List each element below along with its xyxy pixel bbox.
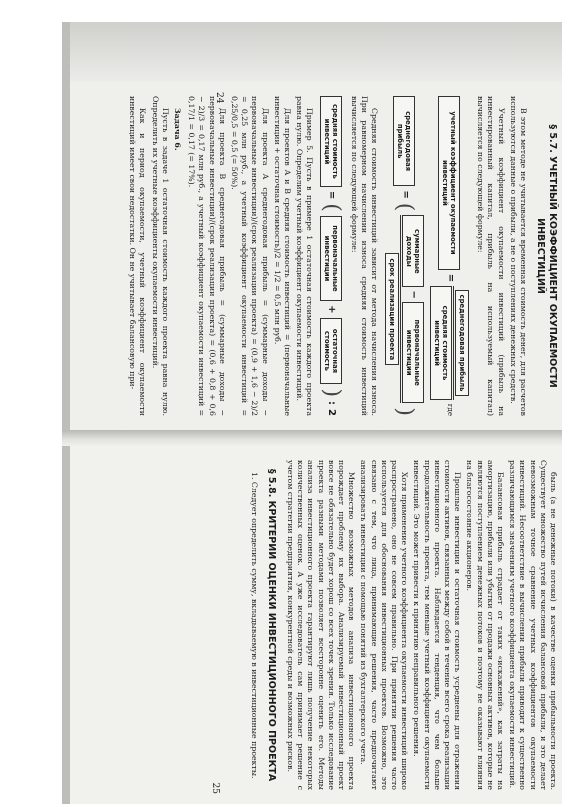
formula-term: остаточная стоимость	[320, 318, 342, 385]
paragraph: Учетный коэффициент окупаемости инвестиций (прибыль на инвестированный капитал, прибыль на используемый капитал) вычисляется по следующей формуле:	[476, 96, 506, 416]
book-gutter	[62, 430, 562, 446]
formula-lhs: среднегодовая прибыль	[393, 96, 415, 186]
formula-term: первоначальные инвестиции	[402, 302, 424, 404]
paragraph: В этом методе не учитывается временная стоимость денег, для расчетов используются данные о прибыли, а не о поступлениях денежных средств.	[508, 96, 528, 416]
list-item: 1. Следует определить сумму, вкладываемую в инвестиционные проекты.	[249, 472, 259, 779]
book-edge	[62, 22, 70, 804]
formula-term: срок реализации проекта	[385, 253, 399, 365]
formula-denominator: средняя стоимость инвестиций	[430, 286, 452, 400]
paragraph: Хотя применение учетного коэффициента окупаемости инвестиций широко распространено, оно не совсем правильно. При принятии решения часто используется для обоснования инвестиционных проектов. Возможно, это связано с тем, что лица, принимающие решения, часто предпочитают анализировать инвестиции с помощью понятий из бухгалтерского учета.	[359, 460, 410, 790]
page-number: 25	[210, 782, 220, 794]
paragraph: Как и период окупаемости, учетный коэффициент окупаемости инвестиций имеет свои недостатки. Он не учитывает балансовую при-	[128, 96, 148, 416]
formula-lhs: учетный коэффициент окупаемости инвестиций	[438, 96, 460, 270]
paragraph: Для проекта В среднегодовая прибыль = (суммарные доходы − первоначальные инвестиции)/(срок реализации проекта) = (0,6 + 0,8 + 0,6 − 2)/3 = 0,17 млн руб., а учетный коэффициент окупаемости инвестиций = 0,17/1 = 0,17 (= 17%).	[187, 96, 227, 416]
formula-avg-profit: среднегодовая прибыль = ( суммарные доходы − первоначальные инвестиции срок реализации проекта )	[385, 96, 424, 416]
page-25-content	[72, 450, 558, 800]
paragraph: Для проекта А среднегодовая прибыль = (суммарные доходы − первоначальные инвестиции)/(срок реализации проекта) = (0,9 + 1,6 − 2)/2 = 0,25 млн руб., а учетный коэффициент окупаемости инвестиций = 0,25/0,5 = 0,5 (= 50%).	[229, 96, 270, 416]
formula-term: первоначальные инвестиции	[320, 216, 342, 301]
formula-divisor: 2	[326, 409, 338, 416]
formula-term: суммарные доходы	[402, 215, 424, 287]
paragraph: Пусть в задаче 1 остаточная стоимость каждого проекта равна нулю. Определить их учетные коэффициенты окупаемости инвестиций.	[150, 96, 170, 416]
paragraph: Для проектов А и В средняя стоимость инвестиций = (первоначальные инвестиции + остаточная стоимость)/2 = 1/2 = 0,5 млн руб.	[272, 96, 292, 416]
formula-numerator: среднегодовая прибыль	[455, 290, 469, 397]
section-title-5-7: § 5.7. УЧЕТНЫЙ КОЭФФИЦИЕНТ ОКУПАЕМОСТИ ИНВЕСТИЦИЙ	[535, 124, 558, 388]
formula-roi: учетный коэффициент окупаемости инвестиций = среднегодовая прибыль средняя стоимость инвестиций где	[430, 96, 469, 416]
page-24-content	[72, 86, 558, 426]
formula-lhs: средняя стоимость инвестиций	[320, 96, 342, 187]
paragraph: Средняя стоимость инвестиций зависит от метода начисления износа. При равномерном начислении износа средняя стоимость инвестиций вычисляется по следующей формуле:	[349, 96, 379, 416]
task-heading: Задача 6.	[172, 108, 182, 151]
page-number: 24	[214, 92, 224, 104]
paragraph: Пример 5. Пусть в примере 1 остаточная стоимость каждого проекта равна нулю. Определим учетный коэффициент окупаемости инвестиций.	[295, 96, 315, 416]
page-fold-shadow	[62, 22, 562, 82]
paragraph: Прошлые инвестиции и остаточная стоимость усреднены для отражения стоимости активов, связанных между собой в течение всего срока реализации инвестиционного проекта. Наблюдается тенденция, что чем больше продолжительность проекта, тем меньше учетный коэффициент окупаемости инвестиций. Это может привести к принятию неправильного решения.	[412, 460, 463, 790]
paragraph: быль (а не денежные потоки) в качестве оценки прибыльности проекта. Существует множество путей исчисления балансовой прибыли, и это делает невозможным точное сравнение учетных коэффициентов окупаемости инвестиций. Несоответствие в вычислении прибыли приводит к существенно различающимся значениям учетного коэффициента окупаемости инвестиций.	[508, 460, 558, 790]
formula-avg-investment: средняя стоимость инвестиций = ( первоначальные инвестиции + остаточная стоимость ) : 2	[320, 96, 342, 416]
section-title-5-8: § 5.8. КРИТЕРИИ ОЦЕНКИ ИНВЕСТИЦИОННОГО ПРОЕКТА	[265, 468, 277, 782]
formula-where: где	[445, 403, 454, 416]
paragraph: Множество возможных методов анализа инвестиционного проекта порождает проблему их выбора. Анализируемый инвестиционный проект вовсе не обязательно будет хорош со всех точек зрения. Только исследование проекта разными методами позволяет всесторонне оценить его. Методы анализа инвестиционного проекта гарантируют лишь получение некоторых количественных оценок. А уже исследователь сам принимает решение с учетом стратегии предприятия, конкурентной среды и возможных рисков.	[285, 460, 357, 790]
paragraph: Балансовая прибыль страдает от таких «искажений», как затраты на амортизацию, прибыли или убытки от продажи основных активов, которые не являются поступлением денежных потоков и поэтому не оказывают влияния на благосостояние акционеров.	[465, 460, 505, 790]
